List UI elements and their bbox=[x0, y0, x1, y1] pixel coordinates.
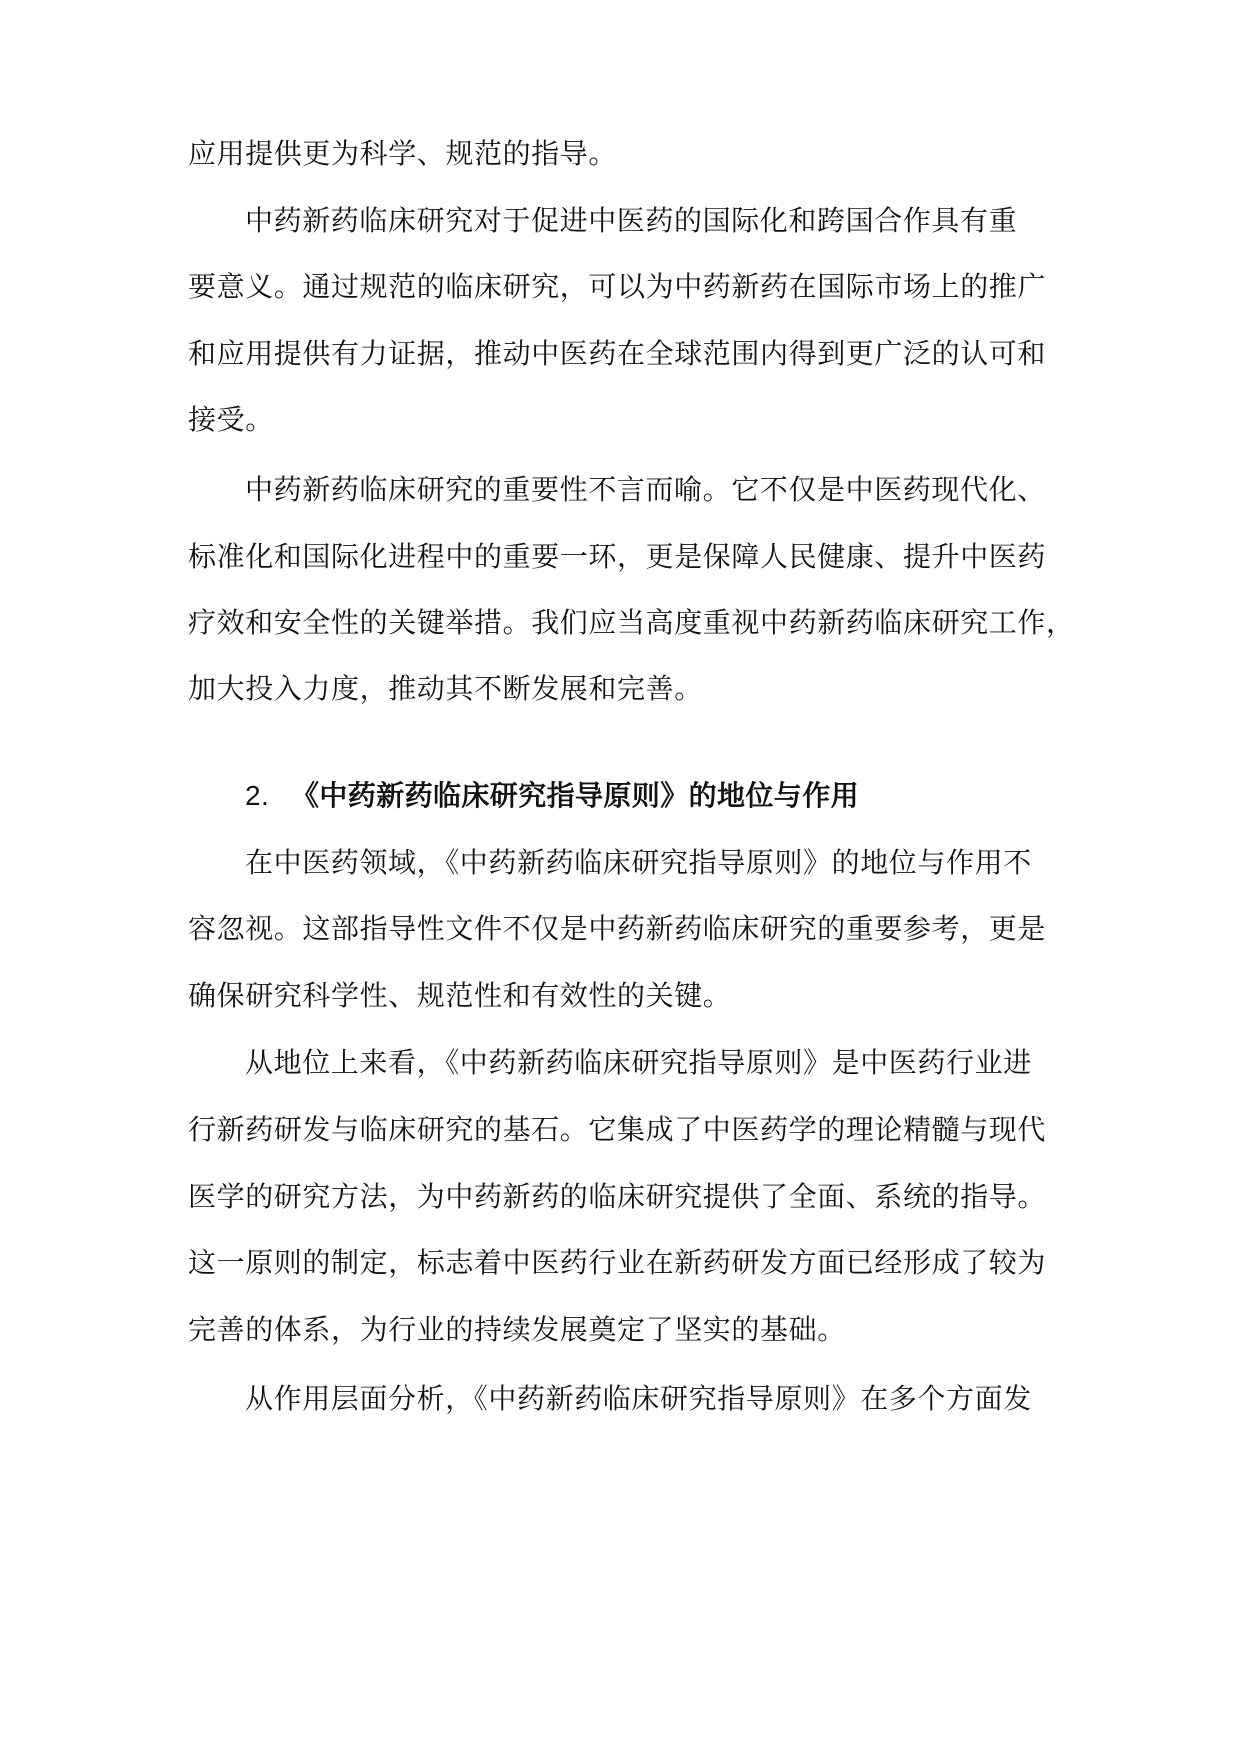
paragraph-line: 加大投入力度，推动其不断发展和完善。 bbox=[188, 672, 703, 705]
section-heading bbox=[245, 776, 1125, 816]
paragraph-line: 要意义。通过规范的临床研究，可以为中药新药在国际市场上的推广 bbox=[188, 270, 1047, 303]
paragraph-line: 行新药研发与临床研究的基石。它集成了中医药学的理论精髓与现代 bbox=[188, 1113, 1047, 1146]
paragraph-line: 完善的体系，为行业的持续发展奠定了坚实的基础。 bbox=[188, 1313, 846, 1346]
paragraph-line: 容忽视。这部指导性文件不仅是中药新药临床研究的重要参考，更是 bbox=[188, 912, 1047, 945]
paragraph-line: 在中医药领域，《中药新药临床研究指导原则》的地位与作用不 bbox=[245, 846, 1032, 879]
section-number: 2. bbox=[245, 780, 270, 811]
paragraph-line: 中药新药临床研究对于促进中医药的国际化和跨国合作具有重 bbox=[245, 204, 1018, 237]
paragraph-line: 从地位上来看，《中药新药临床研究指导原则》是中医药行业进 bbox=[245, 1046, 1032, 1079]
paragraph-line: 接受。 bbox=[188, 403, 274, 436]
paragraph-line: 确保研究科学性、规范性和有效性的关键。 bbox=[188, 979, 732, 1012]
paragraph-line: 疗效和安全性的关键举措。我们应当高度重视中药新药临床研究工作， bbox=[188, 606, 1075, 639]
paragraph-line: 标准化和国际化进程中的重要一环，更是保障人民健康、提升中医药 bbox=[188, 540, 1047, 573]
paragraph-line: 这一原则的制定，标志着中医药行业在新药研发方面已经形成了较为 bbox=[188, 1246, 1047, 1279]
paragraph-line: 中药新药临床研究的重要性不言而喻。它不仅是中医药现代化、 bbox=[245, 473, 1046, 506]
paragraph-line: 医学的研究方法，为中药新药的临床研究提供了全面、系统的指导。 bbox=[188, 1180, 1047, 1213]
paragraph-line: 和应用提供有力证据，推动中医药在全球范围内得到更广泛的认可和 bbox=[188, 337, 1047, 370]
section-title: 《中药新药临床研究指导原则》的地位与作用 bbox=[291, 779, 860, 812]
paragraph-line: 从作用层面分析，《中药新药临床研究指导原则》在多个方面发 bbox=[245, 1382, 1032, 1415]
paragraph-line: 应用提供更为科学、规范的指导。 bbox=[188, 137, 618, 170]
